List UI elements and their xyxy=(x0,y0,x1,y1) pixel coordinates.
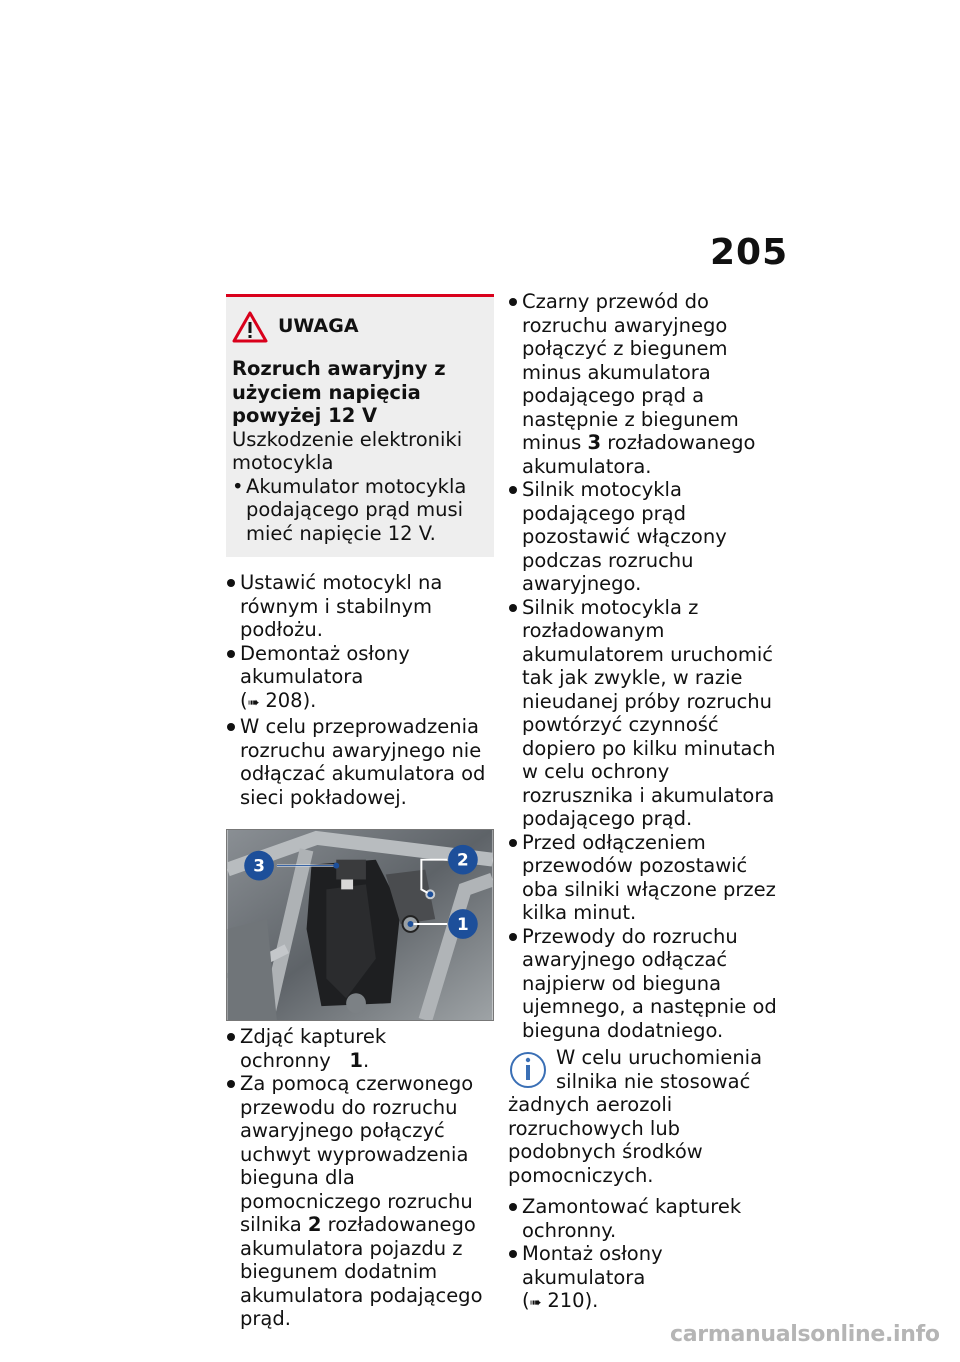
right-column xyxy=(508,290,783,1316)
list-item: Przewody do rozruchu awaryjnego odłączać najpierw od bieguna ujemnego, a następnie od bieguna dodatniego. xyxy=(508,925,783,1043)
warning-box xyxy=(226,294,494,557)
page-reference[interactable]: (➠ 210). xyxy=(522,1289,599,1312)
list-item: W celu przeprowadzenia rozruchu awaryjnego nie odłączać akumulatora od sieci pokładowej. xyxy=(226,715,494,809)
list-item: Czarny przewód do rozruchu awaryjnego połączyć z biegunem minus akumulatora podającego prąd a następnie z biegunem minus 3 rozładowanego akumulatora. xyxy=(508,290,783,478)
warning-item: • Akumulator motocykla podającego prąd musi mieć napięcie 12 V. xyxy=(232,475,484,546)
warning-header xyxy=(232,307,484,347)
info-note xyxy=(508,1046,783,1187)
step-list-1 xyxy=(226,571,494,809)
step-list-4 xyxy=(508,1195,783,1316)
list-item: Silnik motocykla podającego prąd pozostawić włączony podczas rozruchu awaryjnego. xyxy=(508,478,783,596)
info-icon xyxy=(508,1048,548,1092)
warning-subtitle: Rozruch awaryjny z użyciem napięcia powyżej 12 V xyxy=(232,357,446,427)
callout-3: 3 xyxy=(253,855,265,876)
step-list-3 xyxy=(508,290,783,1042)
list-item: Montaż osłony akumulatora (➠ 210). xyxy=(508,1242,783,1316)
arrow-right-icon: ➠ xyxy=(247,694,260,711)
list-item: Ustawić motocykl na równym i stabilnym podłożu. xyxy=(226,571,494,642)
info-note-text: W celu uruchomienia silnika nie stosować żadnych aerozoli rozruchowych lub podobnych środków pomocniczych. xyxy=(508,1046,763,1187)
list-item: Za pomocą czerwonego przewodu do rozruchu awaryjnego połączyć uchwyt wyprowadzenia bieguna dla pomocniczego rozruchu silnika 2 rozładowanego akumulatora pojazdu z biegunem dodatnim akumulatora podającego prąd. xyxy=(226,1072,494,1331)
left-column xyxy=(226,294,494,1331)
list-item: Przed odłączeniem przewodów pozostawić oba silniki włączone przez kilka minut. xyxy=(508,831,783,925)
warning-triangle-icon xyxy=(232,311,268,343)
callout-1: 1 xyxy=(457,913,469,934)
list-item: Zdjąć kapturek ochronny 1. xyxy=(226,1025,494,1072)
list-item: Demontaż osłony akumulatora (➠ 208). xyxy=(226,642,494,716)
callout-2: 2 xyxy=(457,849,469,870)
warning-title: UWAGA xyxy=(278,315,359,338)
list-item: Zamontować kapturek ochronny. xyxy=(508,1195,783,1242)
warning-consequence: Uszkodzenie elektroniki motocykla xyxy=(232,427,463,474)
step-list-2 xyxy=(226,1025,494,1331)
footer-watermark[interactable]: carmanualsonline.info xyxy=(670,1322,940,1347)
engine-photo xyxy=(226,829,494,1021)
page-number: 205 xyxy=(710,232,789,273)
list-item: Silnik motocykla z rozładowanym akumulatorem uruchomić tak jak zwykle, w razie nieudanej próby rozruchu powtórzyć czynność dopiero po kilku minutach w celu ochrony rozrusznika i akumulatora podającego prąd. xyxy=(508,596,783,831)
page-reference[interactable]: (➠ 208). xyxy=(240,688,317,712)
arrow-right-icon: ➠ xyxy=(529,1295,542,1311)
